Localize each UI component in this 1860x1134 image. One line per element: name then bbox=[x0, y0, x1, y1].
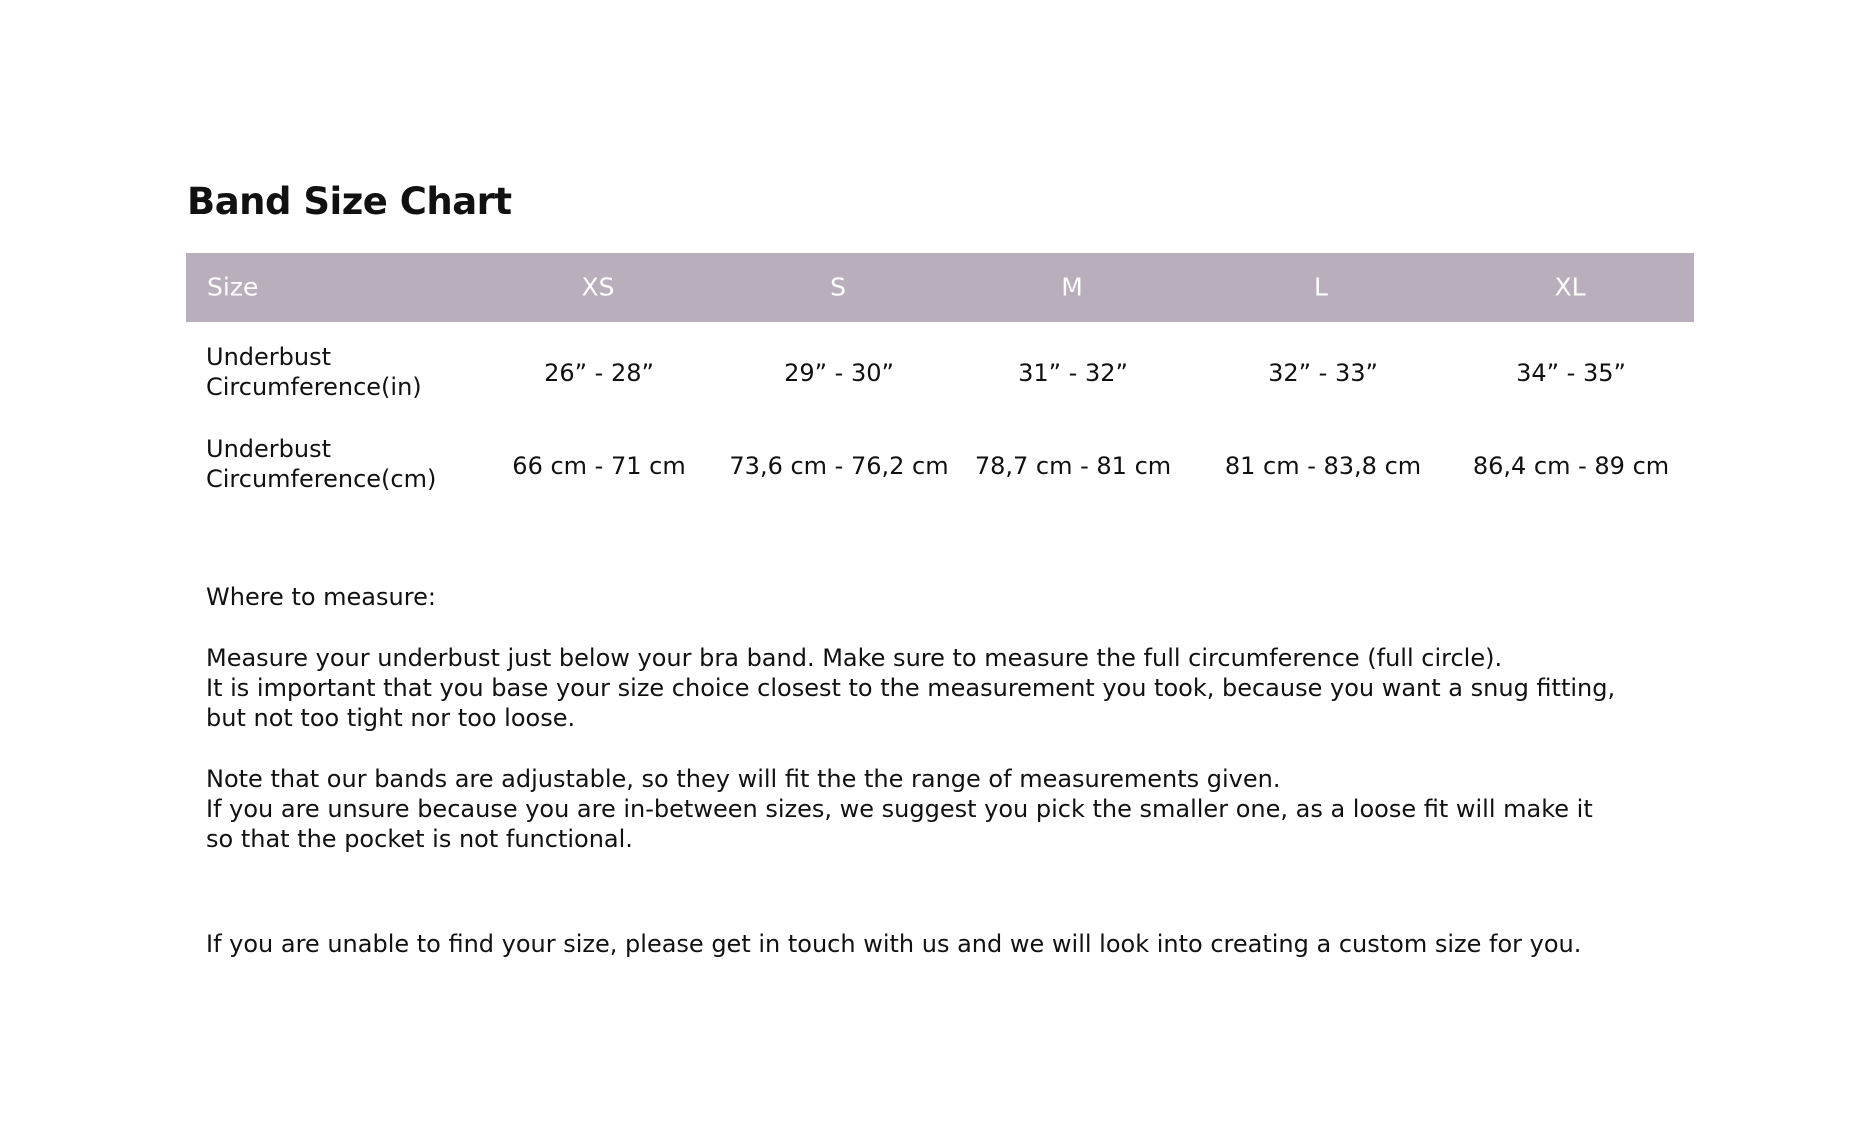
page-title: Band Size Chart bbox=[187, 180, 512, 223]
table-cell: 81 cm - 83,8 cm bbox=[1224, 452, 1422, 480]
text-line: Note that our bands are adjustable, so they will fit the the range of measurements given. bbox=[206, 765, 1281, 793]
row-label-line: Underbust bbox=[206, 435, 332, 463]
table-cell: 86,4 cm - 89 cm bbox=[1472, 452, 1670, 480]
table-cell: 31” - 32” bbox=[1018, 359, 1128, 387]
table-cell: 73,6 cm - 76,2 cm bbox=[729, 452, 949, 480]
row-label bbox=[206, 342, 422, 402]
row-label-line: Circumference(cm) bbox=[206, 465, 437, 493]
notes-paragraph-2 bbox=[206, 764, 1593, 854]
text-line: It is important that you base your size choice closest to the measurement you took, because you want a snug fitting, bbox=[206, 674, 1616, 702]
table-header bbox=[186, 253, 1694, 322]
header-xl: XL bbox=[1554, 272, 1586, 302]
header-l: L bbox=[1314, 272, 1328, 302]
notes-heading: Where to measure: bbox=[206, 583, 436, 611]
table-cell: 29” - 30” bbox=[784, 359, 894, 387]
notes-paragraph-3: If you are unable to find your size, please get in touch with us and we will look into creating a custom size for you. bbox=[206, 930, 1582, 958]
text-line: but not too tight nor too loose. bbox=[206, 704, 576, 732]
header-size: Size bbox=[207, 272, 259, 302]
header-m: M bbox=[1061, 272, 1083, 302]
row-label-line: Circumference(in) bbox=[206, 373, 422, 401]
row-label-line: Underbust bbox=[206, 343, 332, 371]
table-cell: 34” - 35” bbox=[1516, 359, 1626, 387]
row-label bbox=[206, 434, 436, 494]
text-line: so that the pocket is not functional. bbox=[206, 825, 633, 853]
header-xs: XS bbox=[581, 272, 615, 302]
text-line: Measure your underbust just below your bra band. Make sure to measure the full circumference (full circle). bbox=[206, 644, 1503, 672]
text-line: If you are unsure because you are in-between sizes, we suggest you pick the smaller one, as a loose fit will make it bbox=[206, 795, 1593, 823]
notes-paragraph-1 bbox=[206, 643, 1615, 733]
table-cell: 32” - 33” bbox=[1268, 359, 1378, 387]
table-cell: 26” - 28” bbox=[544, 359, 654, 387]
table-cell: 66 cm - 71 cm bbox=[512, 452, 686, 480]
table-cell: 78,7 cm - 81 cm bbox=[974, 452, 1172, 480]
header-s: S bbox=[830, 272, 846, 302]
